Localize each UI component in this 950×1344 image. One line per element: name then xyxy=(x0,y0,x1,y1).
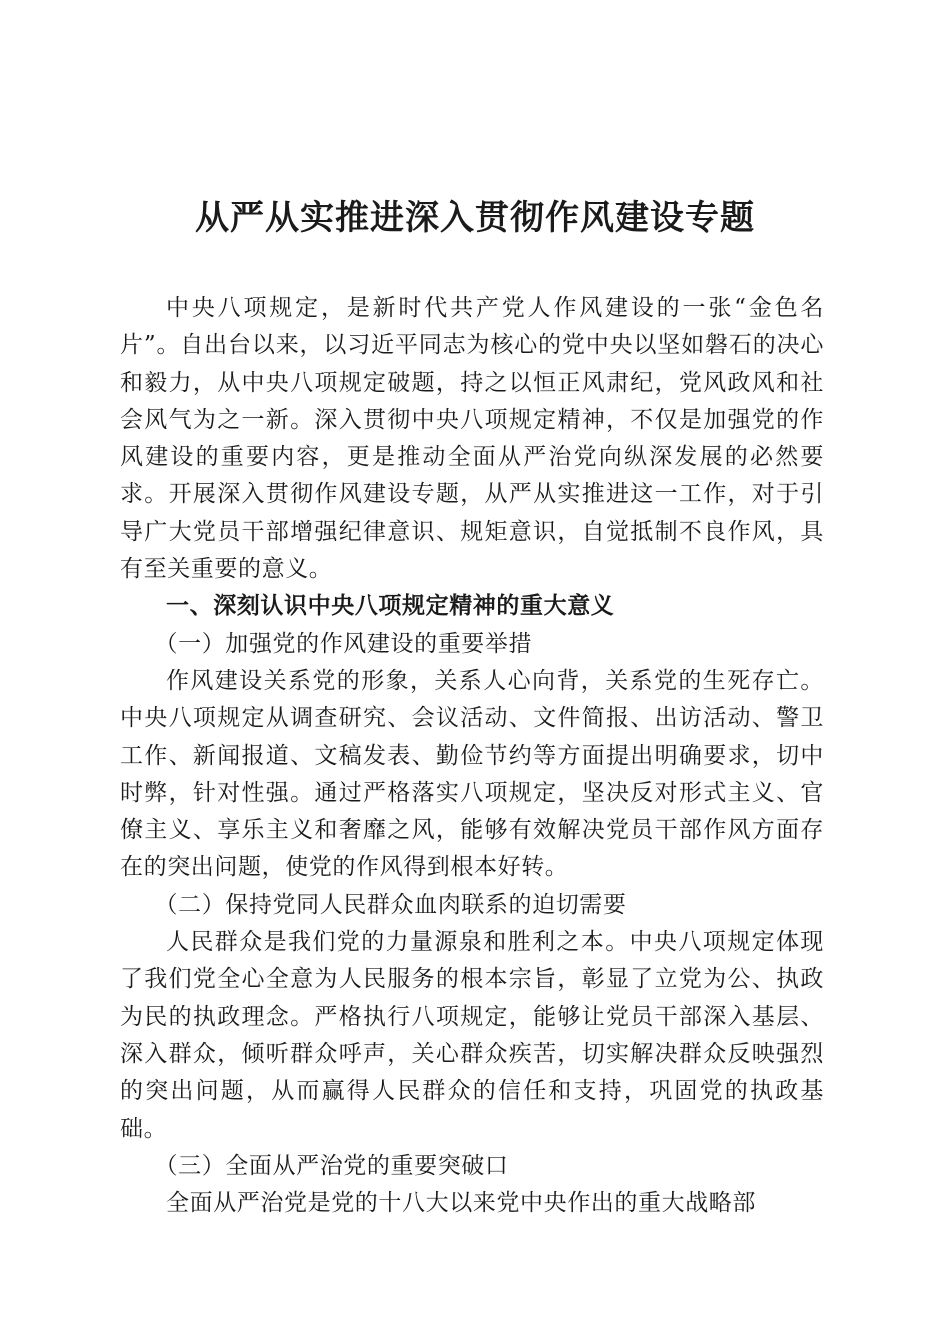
subsection-1-paragraph: 作风建设关系党的形象，关系人心向背，关系党的生死存亡。中央八项规定从调查研究、会议活动、文件简报、出访活动、警卫工作、新闻报道、文稿发表、勤俭节约等方面提出明确要求，切中时弊，针对性强。通过严格落实八项规定，坚决反对形式主义、官僚主义、享乐主义和奢靡之风，能够有效解决党员干部作风方面存在的突出问题，使党的作风得到根本好转。 xyxy=(120,667,824,881)
document-body xyxy=(120,290,824,1222)
subsection-2-paragraph: 人民群众是我们党的力量源泉和胜利之本。中央八项规定体现了我们党全心全意为人民服务的根本宗旨，彰显了立党为公、执政为民的执政理念。严格执行八项规定，能够让党员干部深入基层、深入群众，倾听群众呼声，关心群众疾苦，切实解决群众反映强烈的突出问题，从而赢得人民群众的信任和支持，巩固党的执政基础。 xyxy=(120,929,824,1142)
intro-paragraph: 中央八项规定，是新时代共产党人作风建设的一张“金色名片”。自出台以来，以习近平同志为核心的党中央以坚如磐石的决心和毅力，从中央八项规定破题，持之以恒正风肃纪，党风政风和社会风气为之一新。深入贯彻中央八项规定精神，不仅是加强党的作风建设的重要内容，更是推动全面从严治党向纵深发展的必然要求。开展深入贯彻作风建设专题，从严从实推进这一工作，对于引导广大党员干部增强纪律意识、规矩意识，自觉抵制不良作风，具有至关重要的意义。 xyxy=(120,295,824,583)
subsection-1-heading: （一）加强党的作风建设的重要举措 xyxy=(154,630,533,657)
subsection-2-heading: （二）保持党同人民群众血肉联系的迫切需要 xyxy=(154,891,627,918)
subsection-3-paragraph: 全面从严治党是党的十八大以来党中央作出的重大战略部 xyxy=(166,1190,756,1217)
section-1-heading: 一、深刻认识中央八项规定精神的重大意义 xyxy=(166,593,615,620)
document-title: 从严从实推进深入贯彻作风建设专题 xyxy=(195,198,755,238)
subsection-3-heading: （三）全面从严治党的重要突破口 xyxy=(154,1152,509,1179)
